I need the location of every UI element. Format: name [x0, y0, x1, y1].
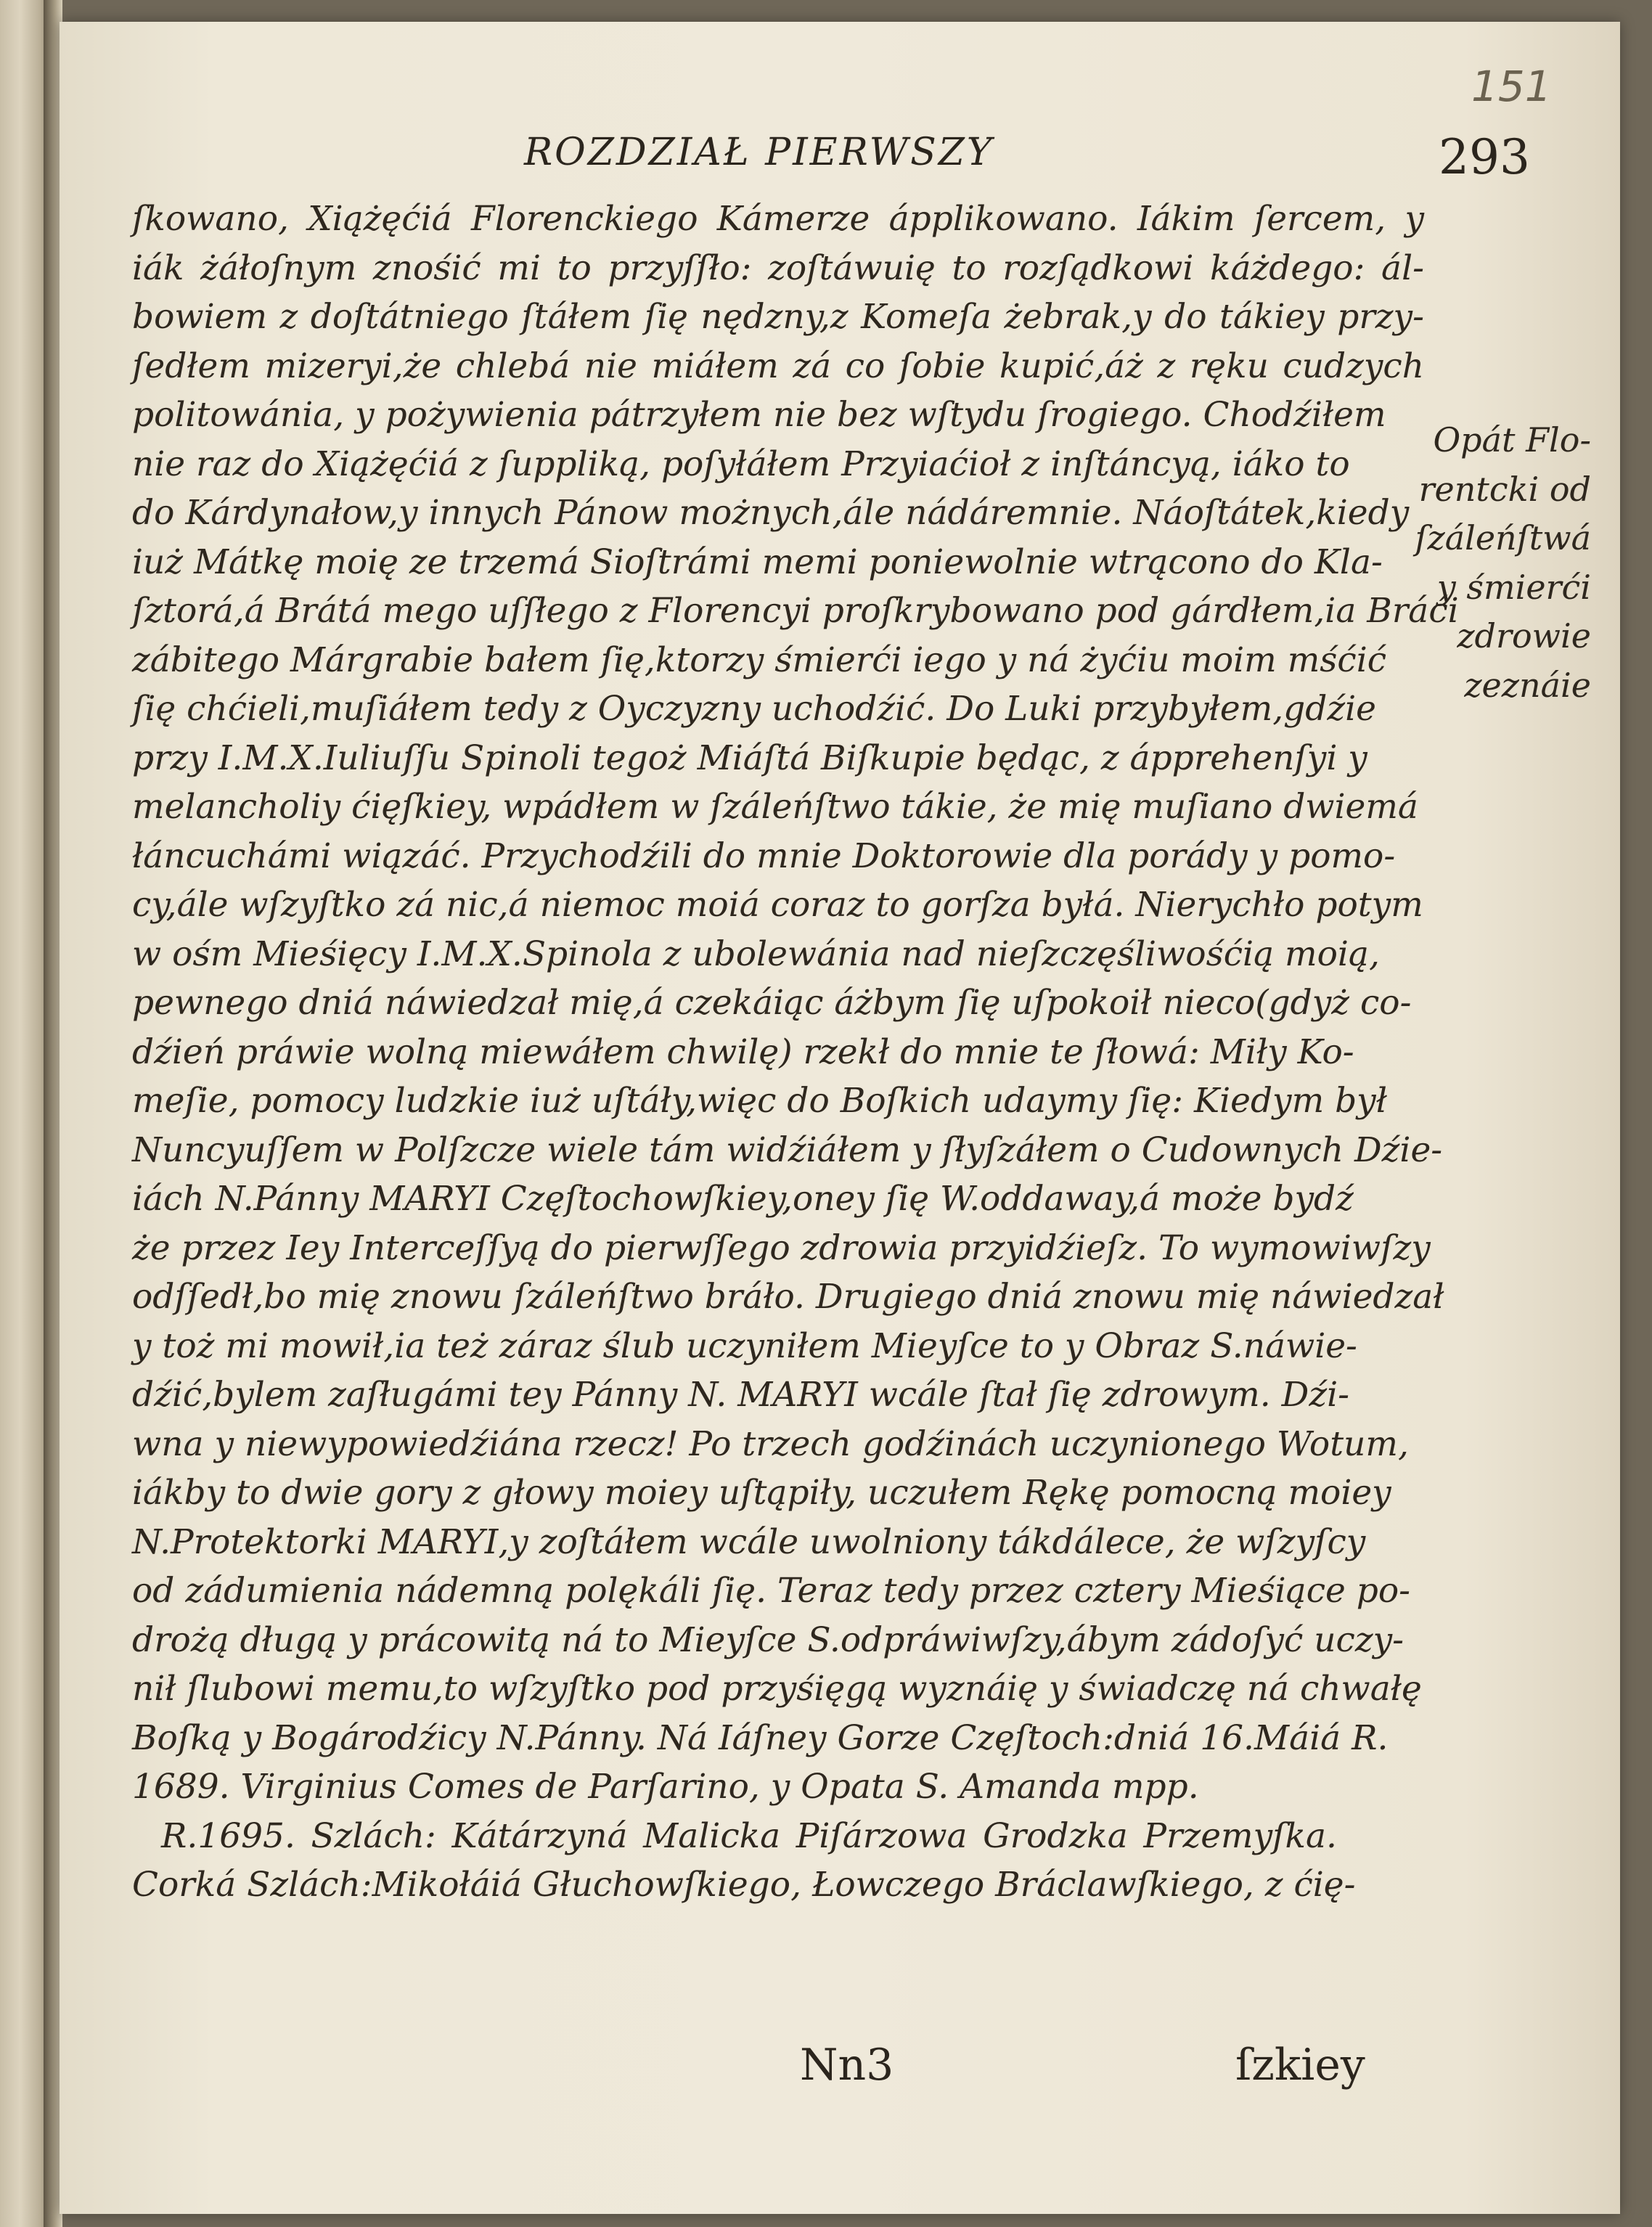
text-line: wna y niewypowiedźiána rzecz! Po trzech godźinách uczynionego Wotum,: [132, 1423, 1409, 1464]
text-line: iuż Mátkę moię ze trzemá Sioſtrámi memi poniewolnie wtrącono do Kla-: [132, 542, 1383, 582]
text-line: pewnego dniá náwiedzał mię,á czekáiąc áżbym ſię uſpokoił nieco(gdyż co-: [132, 983, 1412, 1023]
margin-note: ſzáleńſtwá: [1415, 518, 1591, 557]
text-line: przy I.M.X.Iuliuſſu Spinoli tegoż Miáſtá Biſkupie będąc, z ápprehenſyi y: [132, 737, 1367, 778]
text-line: ſedłem mizeryi,że chlebá nie miáłem zá co ſobie kupić,áż z ręku cudzych: [132, 346, 1424, 386]
margin-note: zdrowie: [1457, 616, 1591, 655]
text-line: ſkowano, Xiążęćiá Florenckiego Kámerze ápplikowano. Iákim ſercem, y: [132, 199, 1424, 239]
text-line: dźić,bylem zaſługámi tey Pánny N. MARYI wcále ſtał ſię zdrowym. Dźi-: [132, 1375, 1349, 1415]
margin-note: y śmierći: [1436, 567, 1591, 607]
text-line: do Kárdynałow,y innych Pánow możnych,ále nádáremnie. Náoſtátek,kiedy: [132, 493, 1410, 533]
text-line: ſztorá,á Brátá mego uſſłego z Florencyi proſkrybowano pod gárdłem,ia Bráći: [132, 591, 1459, 631]
text-line: melancholiy ćięſkiey, wpádłem w ſzáleńſtwo tákie, że mię muſiano dwiemá: [132, 787, 1418, 827]
text-line: cy,ále wſzyſtko zá nic,á niemoc moiá coraz to gorſza byłá. Nierychło potym: [132, 885, 1423, 925]
text-line: drożą długą y prácowitą ná to Mieyſce S.odpráwiwſzy,ábym zádoſyć uczy-: [132, 1619, 1404, 1660]
text-line: łáncuchámi wiązáć. Przychodźili do mnie Doktorowie dla porády y pomo-: [132, 835, 1396, 876]
text-line: od zádumienia nádemną polękáli ſię. Teraz tedy przez cztery Mieśiące po-: [132, 1571, 1411, 1611]
text-line: y toż mi mowił,ia też záraz ślub uczyniłem Mieyſce to y Obraz S.náwie-: [132, 1325, 1357, 1366]
handwritten-folio-number: 151: [1471, 62, 1552, 111]
text-line: Nuncyuſſem w Polſzcze wiele tám widźiáłem y ſłyſzáłem o Cudownych Dźie-: [132, 1129, 1443, 1170]
text-line: politowánia, y pożywienia pátrzyłem nie bez wſtydu ſrogiego. Chodźiłem: [132, 395, 1386, 435]
text-line: w ośm Mieśięcy I.M.X.Spinola z ubolewánia nad nieſzczęśliwośćią moią,: [132, 933, 1380, 974]
text-line: N.Protektorki MARYI,y zoſtáłem wcále uwolniony tákdálece, że wſzyſcy: [132, 1521, 1366, 1562]
margin-note: Opát Flo-: [1433, 420, 1591, 459]
marginal-notes: [1373, 416, 1591, 710]
text-line: dźień práwie wolną miewáłem chwilę) rzekł do mnie te ſłowá: Miły Ko-: [132, 1031, 1354, 1072]
text-line: bowiem z doſtátniego ſtáłem ſię nędzny,z Komeſa żebrak,y do tákiey przy-: [132, 297, 1424, 337]
body-text: [132, 195, 1459, 1910]
text-line: Corká Szlách:Mikołáiá Głuchowſkiego, Łowczego Bráclawſkiego, z ćię-: [132, 1865, 1356, 1905]
text-line: że przez Iey Interceſſyą do pierwſſego zdrowia przyidźieſz. To wymowiwſzy: [132, 1227, 1431, 1268]
margin-note: rentcki od: [1418, 469, 1591, 509]
running-head: ROZDZIAŁ PIERWSZY: [524, 131, 994, 174]
text-line: zábitego Márgrabie bałem ſię,ktorzy śmierći iego y ná żyćiu moim mśćić: [132, 640, 1387, 680]
text-line: iákby to dwie gory z głowy moiey uſtąpiły, uczułem Rękę pomocną moiey: [132, 1473, 1391, 1513]
text-line: R.1695. Szlách: Kátárzyná Malicka Piſárzowa Grodzka Przemyſka.: [161, 1815, 1337, 1856]
text-line: nił ſlubowi memu,to wſzyſtko pod przyśięgą wyznáię y świadczę ná chwałę: [132, 1669, 1422, 1709]
catchword: ſzkiey: [1235, 2040, 1365, 2091]
text-line: iák żáłoſnym znośić mi to przyſſło: zoſtáwuię to rozſądkowi káżdego: ál-: [132, 248, 1424, 288]
signature-mark: Nn3: [800, 2040, 894, 2091]
margin-note: zeznáie: [1464, 665, 1591, 705]
text-line: ſię chćieli,muſiáłem tedy z Oyczyzny uchodźić. Do Luki przybyłem,gdźie: [132, 689, 1376, 729]
text-line: odſſedł,bo mię znowu ſzáleńſtwo bráło. Drugiego dniá znowu mię náwiedzał: [132, 1277, 1444, 1317]
text-line: meſie, pomocy ludzkie iuż uſtáły,więc do Boſkich udaymy ſię: Kiedym był: [132, 1081, 1387, 1121]
page-number: 293: [1439, 129, 1530, 185]
book-page: [60, 22, 1620, 2214]
text-line: 1689. Virginius Comes de Parſarino, y Opata S. Amanda mpp.: [132, 1767, 1199, 1807]
text-line: Boſką y Bogárodźicy N.Pánny. Ná Iáſney Gorze Częſtoch:dniá 16.Máiá R.: [132, 1717, 1389, 1758]
text-line: nie raz do Xiążęćiá z ſuppliką, poſyłáłem Przyiaćioł z inſtáncyą, iáko to: [132, 444, 1350, 484]
text-line: iách N.Pánny MARYI Częſtochowſkiey,oney ſię W.oddaway,á może bydź: [132, 1179, 1354, 1219]
